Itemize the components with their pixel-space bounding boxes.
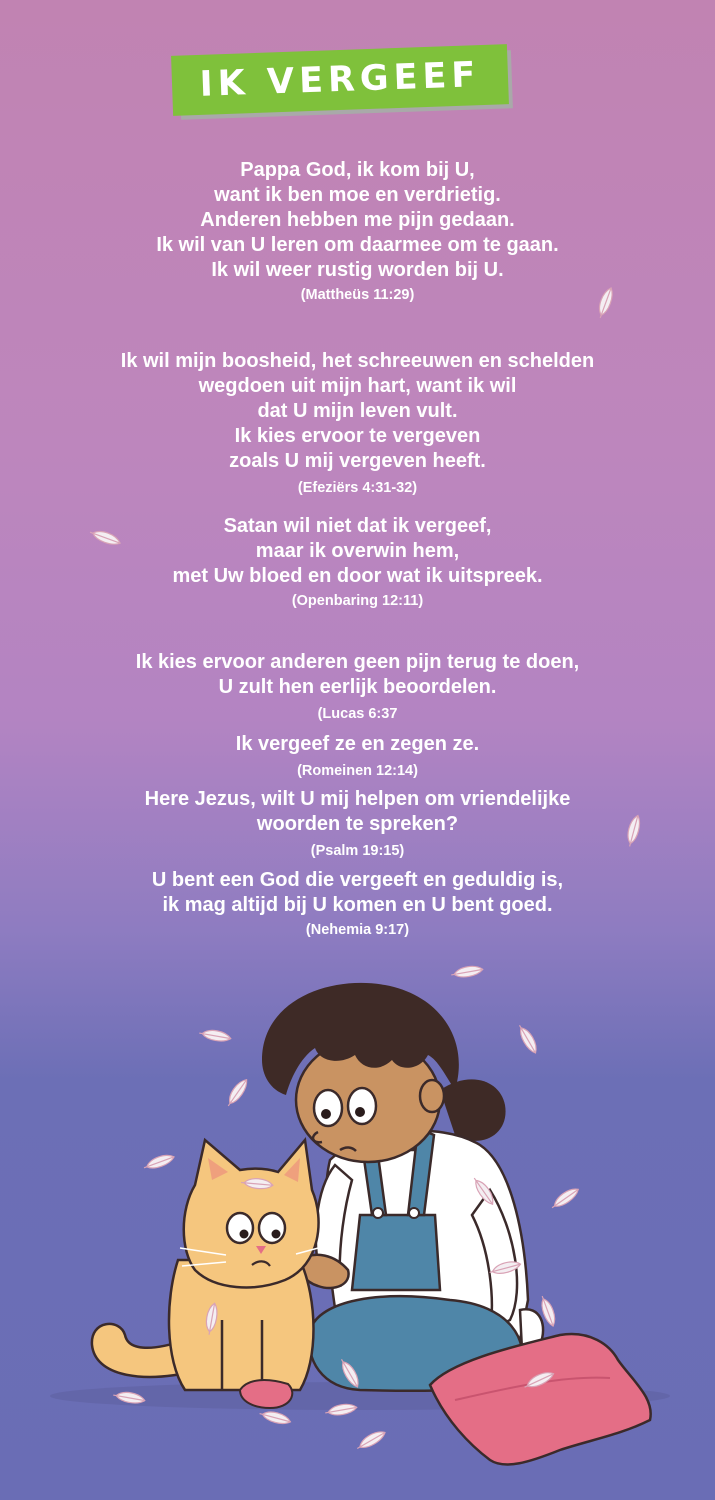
bible-reference: (Lucas 6:37 bbox=[317, 706, 398, 722]
bible-reference: (Efeziërs 4:31-32) bbox=[297, 480, 418, 496]
prayer-line: met Uw bloed en door wat ik uitspreek. bbox=[172, 565, 543, 587]
prayer-line: Ik wil van U leren om daarmee om te gaan. bbox=[156, 234, 559, 256]
bible-reference: (Psalm 19:15) bbox=[310, 843, 405, 859]
page-title: IK VERGEEF bbox=[199, 55, 481, 105]
prayer-line: U zult hen eerlijk beoordelen. bbox=[218, 676, 497, 698]
bible-reference: (Openbaring 12:11) bbox=[291, 593, 424, 609]
prayer-line: woorden te spreken? bbox=[256, 813, 459, 835]
bible-reference: (Nehemia 9:17) bbox=[305, 922, 410, 938]
prayer-line: Anderen hebben me pijn gedaan. bbox=[200, 209, 515, 231]
prayer-line: want ik ben moe en verdrietig. bbox=[214, 184, 501, 206]
prayer-line: Satan wil niet dat ik vergeef, bbox=[223, 515, 492, 537]
prayer-line: Ik wil weer rustig worden bij U. bbox=[211, 259, 504, 281]
prayer-line: U bent een God die vergeeft en geduldig is, bbox=[151, 869, 564, 891]
prayer-line: Ik kies ervoor te vergeven bbox=[234, 425, 481, 447]
prayer-line: Pappa God, ik kom bij U, bbox=[240, 159, 475, 181]
bible-reference: (Mattheüs 11:29) bbox=[300, 287, 415, 303]
prayer-line: zoals U mij vergeven heeft. bbox=[229, 450, 486, 472]
prayer-line: Ik wil mijn boosheid, het schreeuwen en schelden bbox=[120, 350, 595, 372]
prayer-line: maar ik overwin hem, bbox=[255, 540, 460, 562]
prayer-line: Ik vergeef ze en zegen ze. bbox=[235, 733, 480, 755]
cat-icon bbox=[92, 1140, 322, 1390]
prayer-line: dat U mijn leven vult. bbox=[257, 400, 458, 422]
bible-reference: (Romeinen 12:14) bbox=[297, 763, 418, 779]
prayer-line: Ik kies ervoor anderen geen pijn terug te doen, bbox=[135, 651, 580, 673]
prayer-line: wegdoen uit mijn hart, want ik wil bbox=[198, 375, 517, 397]
prayer-line: Here Jezus, wilt U mij helpen om vriendelijke bbox=[144, 788, 571, 810]
prayer-line: ik mag altijd bij U komen en U bent goed. bbox=[162, 894, 553, 916]
